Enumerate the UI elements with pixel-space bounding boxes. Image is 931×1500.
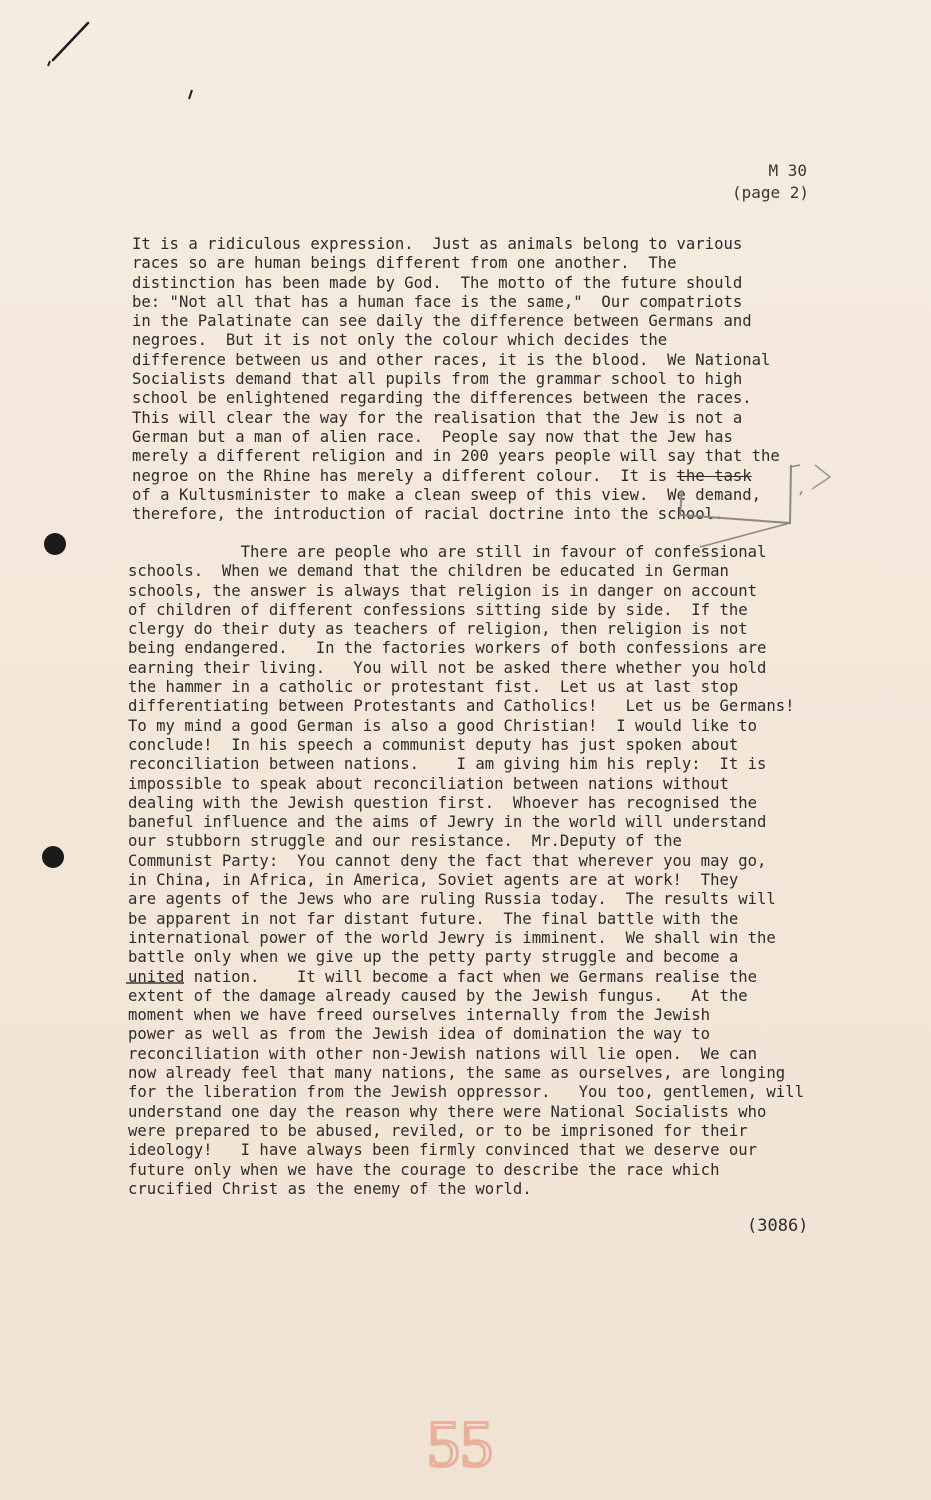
text-line: schools, the answer is always that religion is in danger on account bbox=[128, 581, 758, 600]
text-line: being endangered. In the factories workers of both confessions are bbox=[128, 639, 767, 658]
text-line: be: "Not all that has a human face is the same," Our compatriots bbox=[132, 292, 743, 311]
document-number: (3086) bbox=[747, 1216, 809, 1236]
text-line: in China, in Africa, in America, Soviet agents are at work! They bbox=[128, 871, 739, 890]
text-line: It is a ridiculous expression. Just as animals belong to various bbox=[132, 235, 743, 253]
text-line: distinction has been made by God. The motto of the future should bbox=[132, 273, 743, 292]
text-line: Socialists demand that all pupils from the grammar school to high bbox=[132, 370, 743, 389]
text-line: reconciliation between nations. I am giving him his reply: It is bbox=[128, 755, 767, 774]
text-line: school be enlightened regarding the differences between the races. bbox=[132, 389, 752, 408]
text-line: of children of different confessions sitting side by side. If the bbox=[128, 600, 748, 619]
text-line: crucified Christ as the enemy of the world. bbox=[128, 1179, 532, 1198]
text-line: To my mind a good German is also a good Christian! I would like to bbox=[128, 716, 758, 735]
text-line: understand one day the reason why there were National Socialists who bbox=[128, 1102, 767, 1121]
text-line: in the Palatinate can see daily the difference between Germans and bbox=[132, 312, 752, 331]
text-line: moment when we have freed ourselves internally from the Jewish bbox=[128, 1006, 711, 1025]
struck-text: the task bbox=[676, 466, 752, 485]
text-line: schools. When we demand that the children be educated in German bbox=[128, 562, 729, 581]
page-stamp bbox=[410, 1402, 510, 1482]
document-header bbox=[732, 160, 807, 204]
ink-dot-mark bbox=[186, 88, 196, 102]
text-line: There are people who are still in favour of confessional bbox=[128, 543, 767, 561]
text-line: the hammer in a catholic or protestant fist. Let us at last stop bbox=[128, 678, 739, 697]
text-line: differentiating between Protestants and Catholics! Let us be Germans! bbox=[128, 697, 795, 716]
text-line: conclude! In his speech a communist deputy has just spoken about bbox=[128, 735, 739, 754]
text-line: be apparent in not far distant future. The final battle with the bbox=[128, 909, 739, 928]
text-line: negroes. But it is not only the colour which decides the bbox=[132, 331, 668, 350]
paragraph-2 bbox=[128, 543, 804, 1199]
text-line: difference between us and other races, it is the blood. We National bbox=[132, 350, 771, 369]
pencil-bracket-mark bbox=[640, 455, 840, 555]
text-line: our stubborn struggle and our resistance. Mr.Deputy of the bbox=[128, 832, 682, 851]
punch-hole bbox=[42, 846, 64, 868]
text-line: races so are human beings different from one another. The bbox=[132, 254, 677, 273]
text-line: therefore, the introduction of racial doctrine into the school. bbox=[132, 505, 724, 524]
text-line: clergy do their duty as teachers of religion, then religion is not bbox=[128, 620, 748, 639]
text-line: German but a man of alien race. People say now that the Jew has bbox=[132, 427, 733, 446]
underline-mark bbox=[124, 980, 188, 986]
text-line: reconciliation with other non-Jewish nations will lie open. We can bbox=[128, 1044, 758, 1063]
text-line-part: negroe on the Rhine has merely a different colour. It is bbox=[132, 466, 677, 485]
text-line: earning their living. You will not be asked there whether you hold bbox=[128, 658, 767, 677]
pen-mark bbox=[44, 20, 94, 68]
text-line: are agents of the Jews who are ruling Russia today. The results will bbox=[128, 890, 776, 909]
stamp-text: 55 bbox=[427, 1408, 493, 1481]
text-line: battle only when we give up the petty party struggle and become a bbox=[128, 948, 739, 967]
text-line: future only when we have the courage to describe the race which bbox=[128, 1160, 720, 1179]
text-line: dealing with the Jewish question first. Whoever has recognised the bbox=[128, 793, 758, 812]
punch-hole bbox=[44, 533, 66, 555]
text-line: This will clear the way for the realisation that the Jew is not a bbox=[132, 408, 743, 427]
text-line: ideology! I have always been firmly convinced that we deserve our bbox=[128, 1141, 758, 1160]
text-line: merely a different religion and in 200 years people will say that the bbox=[132, 447, 780, 466]
text-line: baneful influence and the aims of Jewry in the world will understand bbox=[128, 813, 767, 832]
text-line: power as well as from the Jewish idea of domination the way to bbox=[128, 1025, 711, 1044]
text-line: for the liberation from the Jewish oppressor. You too, gentlemen, will bbox=[128, 1083, 804, 1102]
text-line: of a Kultusminister to make a clean sweep of this view. We demand, bbox=[132, 485, 762, 504]
text-line: impossible to speak about reconciliation between nations without bbox=[128, 774, 729, 793]
page-label: (page 2) bbox=[731, 183, 809, 202]
text-line: now already feel that many nations, the same as ourselves, are longing bbox=[128, 1064, 786, 1083]
text-line: Communist Party: You cannot deny the fact that wherever you may go, bbox=[128, 851, 767, 870]
text-line: united nation. It will become a fact when we Germans realise the bbox=[128, 967, 758, 986]
text-line: were prepared to be abused, reviled, or to be imprisoned for their bbox=[128, 1121, 748, 1140]
document-ref: M 30 bbox=[768, 161, 807, 180]
text-line: extent of the damage already caused by the Jewish fungus. At the bbox=[128, 986, 748, 1005]
text-line: international power of the world Jewry is imminent. We shall win the bbox=[128, 928, 776, 947]
